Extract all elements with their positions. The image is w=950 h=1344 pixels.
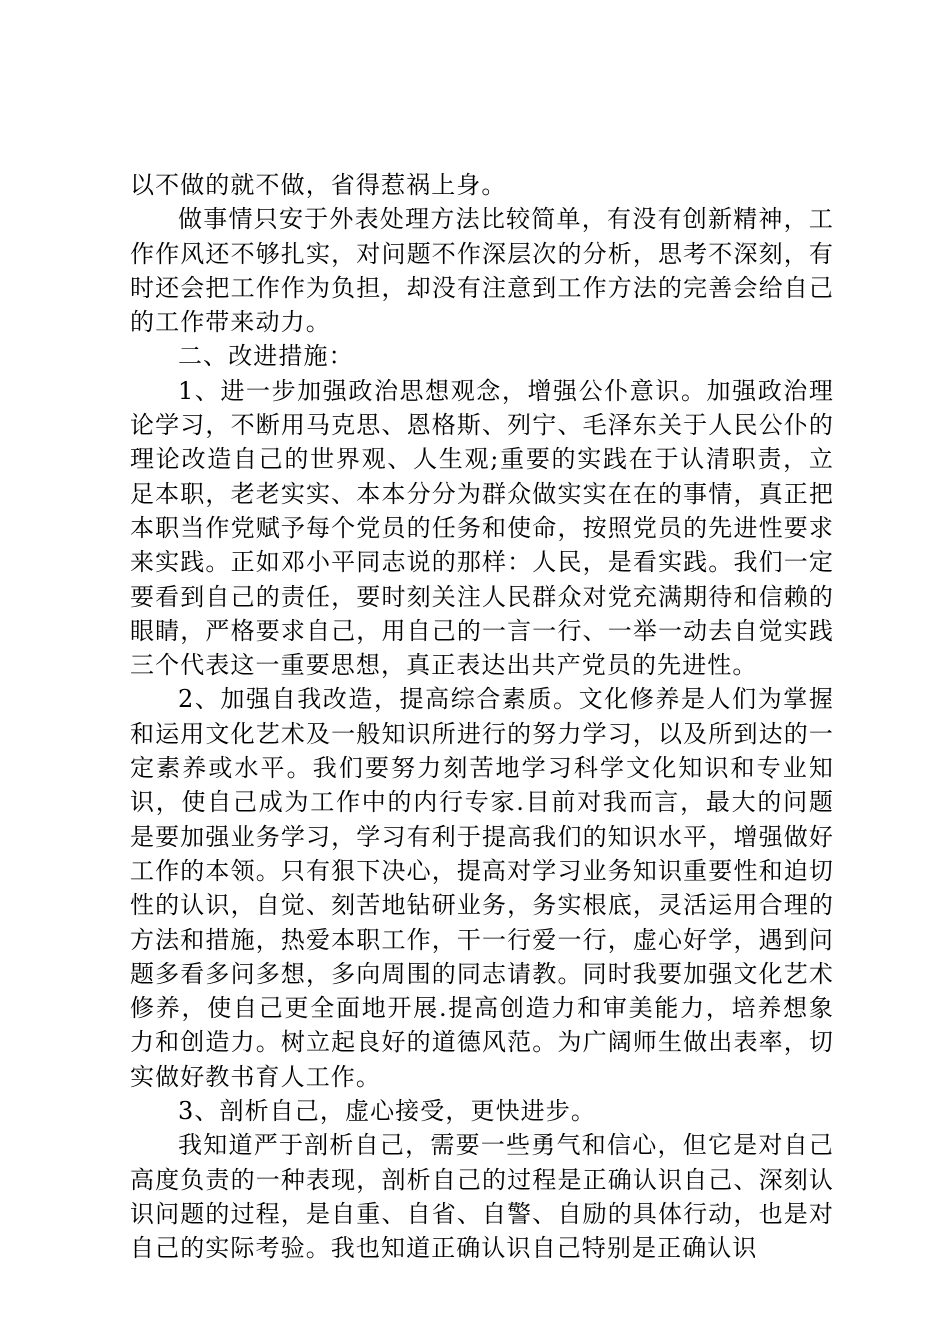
- paragraph-work-style: 做事情只安于外表处理方法比较简单，有没有创新精神，工作作风还不够扎实，对问题不作深层次的分析，思考不深刻，有时还会把工作作为负担，却没有注意到工作方法的完善会给自己的工作带来动力。: [130, 205, 834, 337]
- paragraph-measure-1: 1、进一步加强政治思想观念，增强公仆意识。加强政治理论学习，不断用马克思、恩格斯、列宁、毛泽东关于人民公仆的理论改造自己的世界观、人生观;重要的实践在于认清职责，立足本职，老老实实、本本分分为群众做实实在在的事情，真正把本职当作党赋予每个党员的任务和使命，按照党员的先进性要求来实践。正如邓小平同志说的那样：人民，是看实践。我们一定要看到自己的责任，要时刻关注人民群众对党充满期待和信赖的眼睛，严格要求自己，用自己的一言一行、一举一动去自觉实践三个代表这一重要思想，真正表达出共产党员的先进性。: [130, 376, 834, 680]
- paragraph-continued: 以不做的就不做，省得惹祸上身。: [130, 171, 507, 199]
- paragraph-measure-2: 2、加强自我改造，提高综合素质。文化修养是人们为掌握和运用文化艺术及一般知识所进行的努力学习，以及所到达的一定素养或水平。我们要努力刻苦地学习科学文化知识和专业知识，使自己成为工作中的内行专家.目前对我而言，最大的问题是要加强业务学习，学习有利于提高我们的知识水平，增强做好工作的本领。只有狠下决心，提高对学习业务知识重要性和迫切性的认识，自觉、刻苦地钻研业务，务实根底，灵活运用合理的方法和措施，热爱本职工作，干一行爱一行，虚心好学，遇到问题多看多问多想，多向周围的同志请教。同时我要加强文化艺术修养，使自己更全面地开展.提高创造力和审美能力，培养想象力和创造力。树立起良好的道德风范。为广阔师生做出表率，切实做好教书育人工作。: [130, 685, 834, 1091]
- paragraph-self-analysis: 我知道严于剖析自己，需要一些勇气和信心，但它是对自己高度负责的一种表现，剖析自己的过程是正确认识自己、深刻认识问题的过程，是自重、自省、自警、自励的具体行动，也是对自己的实际考验。我也知道正确认识自己特别是正确认识: [130, 1131, 834, 1263]
- document-page: [130, 168, 834, 1266]
- section-heading-improvement-measures: 二、改进措施：: [178, 342, 354, 371]
- paragraph-measure-3-heading: 3、剖析自己，虚心接受，更快进步。: [178, 1097, 596, 1126]
